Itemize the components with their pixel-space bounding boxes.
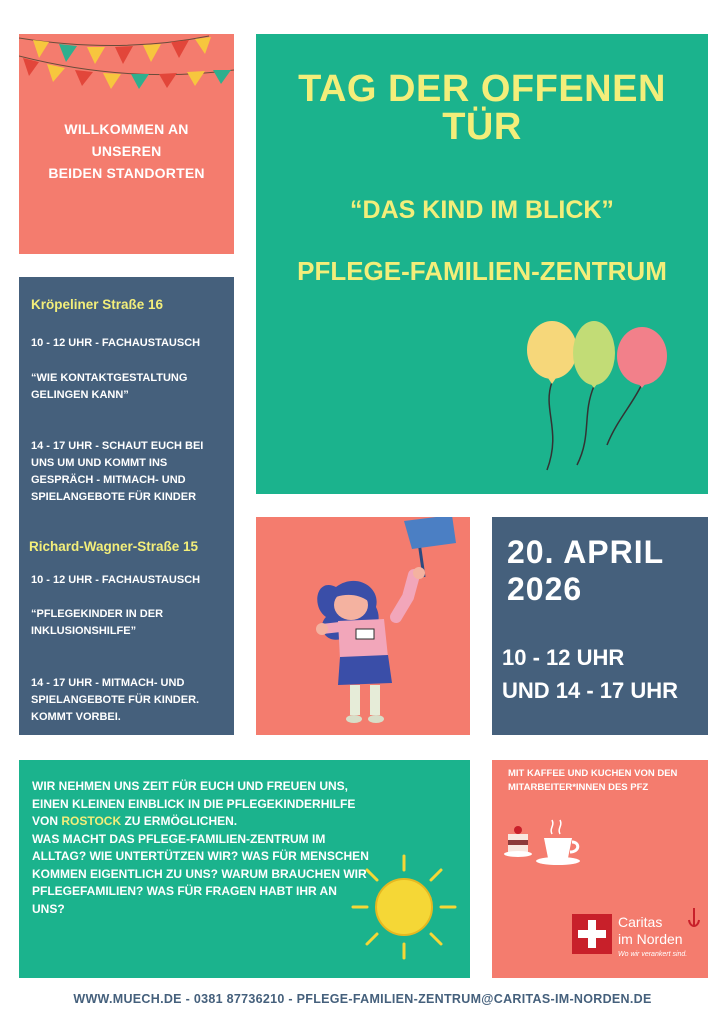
caritas-name-line-1: Caritas (618, 914, 663, 930)
caritas-cross-icon (572, 914, 612, 954)
location-2-slot-2: 14 - 17 UHR - MITMACH- UND SPIELANGEBOTE FÜR KINDER. KOMMT VORBEI. (31, 677, 200, 723)
location-1-topic: “WIE KONTAKTGESTALTUNG GELINGEN KANN” (31, 372, 188, 401)
title-panel (256, 34, 708, 494)
welcome-line-1: WILLKOMMEN AN (64, 121, 189, 137)
date-panel (492, 517, 708, 735)
welcome-text (19, 118, 234, 184)
event-title-line-1: TAG DER OFFENEN (298, 68, 666, 110)
info-text-part-1: WIR NEHMEN UNS ZEIT FÜR EUCH UND FREUEN UNS, EINEN KLEINEN EINBLICK IN DIE PFLEGEKINDERHILFE VON (32, 779, 356, 828)
welcome-panel (19, 34, 234, 254)
event-date-year: 2026 (507, 571, 583, 607)
event-times (502, 641, 678, 707)
event-date (507, 534, 664, 608)
event-title (256, 70, 708, 146)
info-text-part-2: ZU ERMÖGLICHEN. (121, 814, 238, 828)
footer-contact: WWW.MUECH.DE - 0381 87736210 - PFLEGE-FAMILIEN-ZENTRUM@CARITAS-IM-NORDEN.DE (73, 992, 652, 1006)
event-time-2: UND 14 - 17 UHR (502, 678, 679, 703)
coffee-panel (492, 760, 708, 978)
sun-icon (349, 852, 459, 962)
info-panel (19, 760, 470, 978)
organization-name: PFLEGE-FAMILIEN-ZENTRUM (297, 256, 667, 286)
welcome-line-3: BEIDEN STANDORTEN (48, 165, 205, 181)
location-1-street: Kröpeliner Straße 16 (31, 297, 164, 312)
info-text (32, 778, 372, 918)
location-2-slot-1: 10 - 12 UHR - FACHAUSTAUSCH (31, 574, 201, 586)
caritas-slogan: Wo wir verankert sind. (618, 951, 688, 958)
location-1-slot-2: 14 - 17 UHR - SCHAUT EUCH BEI UNS UM UND KOMMT INS GESPRÄCH - MITMACH- UND SPIELANGEBOTE FÜR KINDER (31, 440, 204, 503)
event-title-line-2: TÜR (442, 106, 522, 148)
event-time-1: 10 - 12 UHR (502, 645, 625, 670)
location-1-slot-1: 10 - 12 UHR - FACHAUSTAUSCH (31, 337, 201, 349)
anchor-icon (688, 906, 700, 930)
city-highlight: ROSTOCK (61, 814, 122, 828)
bunting-icon (19, 34, 234, 94)
location-2-topic: “PFLEGEKINDER IN DER INKLUSIONSHILFE” (31, 608, 164, 637)
girl-with-flag-icon (256, 517, 470, 735)
caritas-name-line-2: im Norden (618, 931, 683, 947)
event-date-day: 20. APRIL (507, 534, 665, 570)
balloons-icon (522, 320, 672, 480)
caritas-name (618, 914, 683, 948)
child-illustration-panel (256, 517, 470, 735)
info-questions: WAS MACHT DAS PFLEGE-FAMILIEN-ZENTRUM IM ALLTAG? WIE UNTERTÜTZEN WIR? WAS FÜR MENSCHEN KOMMEN EIGENTLICH ZU UNS? WARUM BRAUCHEN WIR PFLEGEFAMILIEN? WAS FÜR FRAGEN HABT IHR AN UNS? (32, 831, 369, 916)
coffee-text: MIT KAFFEE UND KUCHEN VON DEN MITARBEITER*INNEN DES PFZ (508, 768, 678, 793)
caritas-logo (572, 906, 702, 968)
welcome-line-2: UNSEREN (91, 143, 162, 159)
coffee-cake-icon (502, 814, 592, 874)
locations-panel (19, 277, 234, 735)
event-motto: “DAS KIND IM BLICK” (350, 196, 614, 224)
location-2-street: Richard-Wagner-Straße 15 (29, 539, 199, 554)
